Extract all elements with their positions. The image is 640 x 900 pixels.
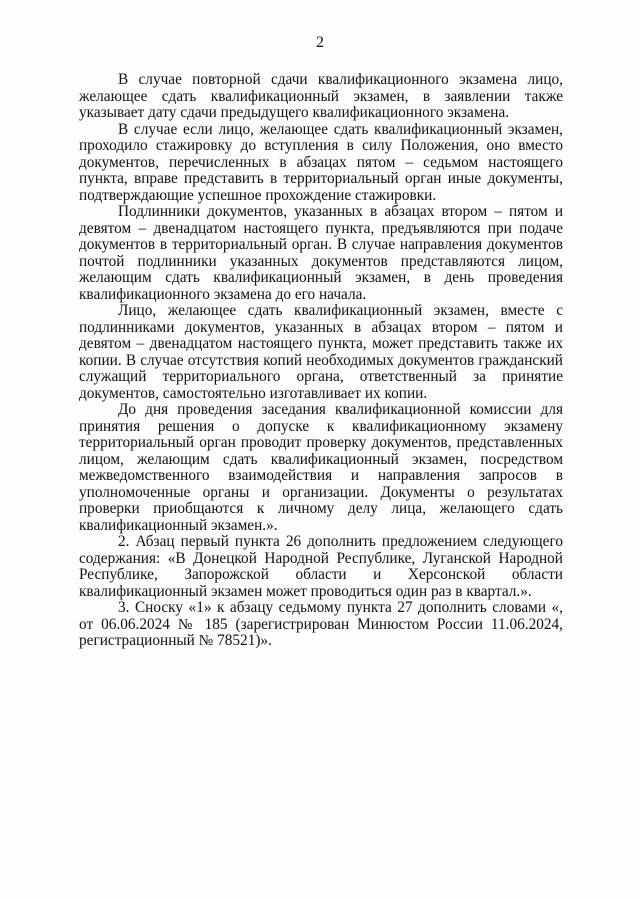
paragraph-copies: Лицо, желающее сдать квалификационный экзамен, вместе с подлинниками документов, указанных в абзацах втором – пятом и девятом – двенадцатом настоящего пункта, может представить также их копии. В случае отсутствия копий необходимых документов гражданский служащий территориального органа, ответственный за принятие документов, самостоятельно изготавливает их копии.	[79, 302, 563, 402]
paragraph-originals: Подлинники документов, указанных в абзацах втором – пятом и девятом – двенадцатом настоящего пункта, предъявляются при подаче документов в территориальный орган. В случае направления документов почтой подлинники указанных документов представляются лицом, желающим сдать квалификационный экзамен, в день проведения квалификационного экзамена до его начала.	[79, 203, 563, 303]
page-number: 2	[316, 34, 324, 51]
paragraph-verification: До дня проведения заседания квалификационной комиссии для принятия решения о допуске к квалификационному экзамену территориальный орган проводит проверку документов, представленных лицом, желающим сдать квалификационный экзамен, посредством межведомственного взаимодействия и направления запросов в уполномоченные органы и организации. Документы о результатах проверки приобщаются к личному делу лица, желающего сдать квалификационный экзамен.».	[79, 401, 563, 534]
paragraph-internship: В случае если лицо, желающее сдать квалификационный экзамен, проходило стажировку до вступления в силу Положения, оно вместо документов, перечисленных в абзацах пятом – седьмом настоящего пункта, вправе представить в территориальный орган иные документы, подтверждающие успешное прохождение стажировки.	[79, 120, 563, 204]
paragraph-repeat-exam: В случае повторной сдачи квалификационного экзамена лицо, желающее сдать квалификационный экзамен, в заявлении также указывает дату сдачи предыдущего квалификационного экзамена.	[79, 71, 563, 121]
paragraph-item-2: 2. Абзац первый пункта 26 дополнить предложением следующего содержания: «В Донецкой Народной Республике, Луганской Народной Республике, Запорожской области и Херсонской области квалификационный экзамен может проводиться один раз в квартал.».	[79, 533, 563, 600]
paragraph-item-3: 3. Сноску «1» к абзацу седьмому пункта 27 дополнить словами «, от 06.06.2024 № 185 (зарегистрирован Минюстом России 11.06.2024, регистрационный № 78521)».	[79, 599, 563, 649]
document-body	[79, 72, 563, 650]
